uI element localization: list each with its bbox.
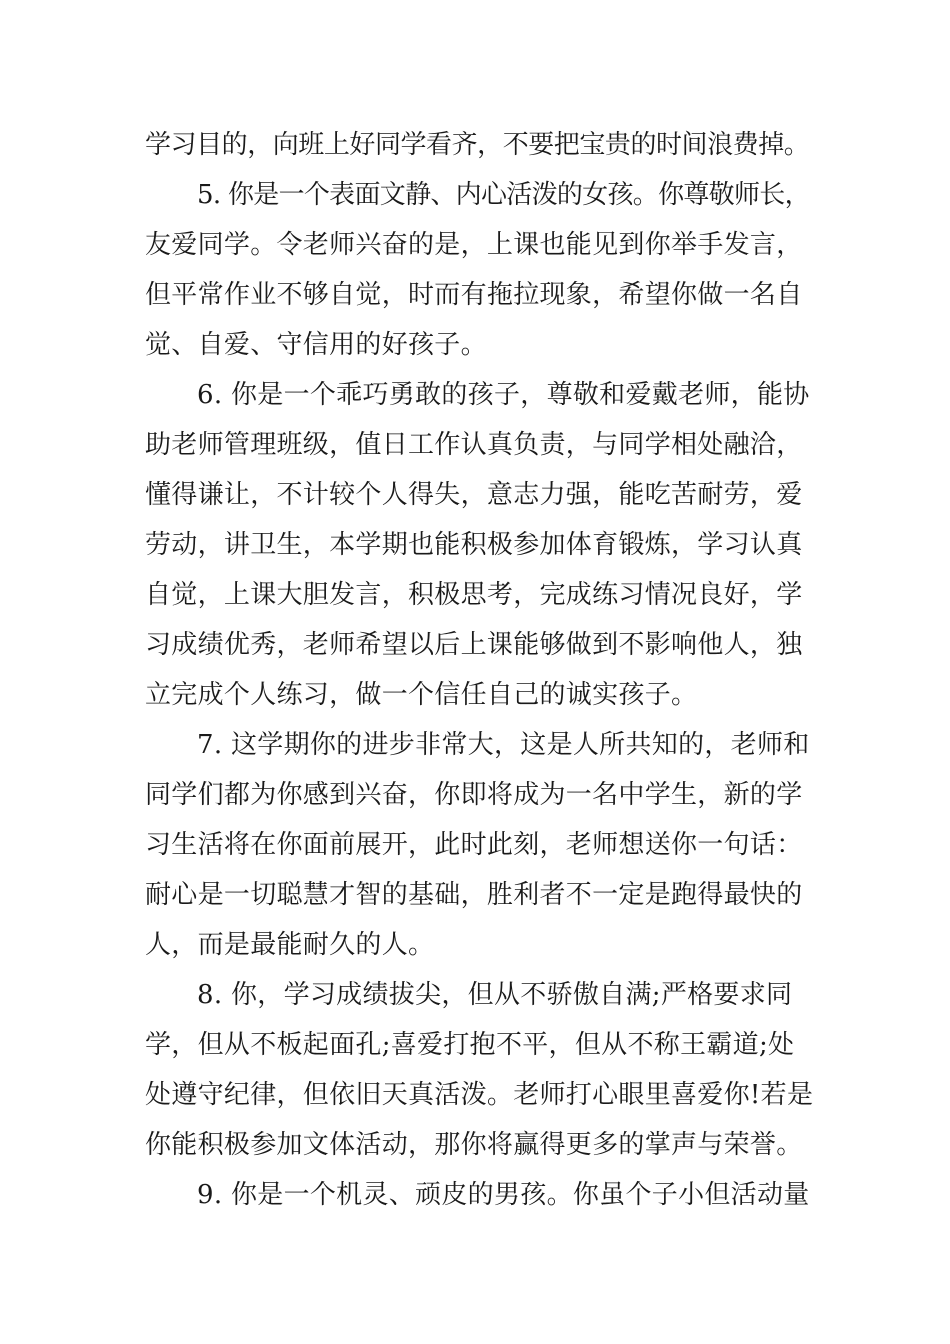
text-line: 你能积极参加文体活动，那你将赢得更多的掌声与荣誉。 [145, 1130, 803, 1160]
text-line: 耐心是一切聪慧才智的基础，胜利者不一定是跑得最快的 [145, 880, 803, 910]
paragraph-5-start: 5. 你是一个表面文静、内心活泼的女孩。你尊敬师长， [197, 180, 810, 210]
text-line: 懂得谦让，不计较个人得失，意志力强，能吃苦耐劳，爱 [145, 480, 803, 510]
text-line: 同学们都为你感到兴奋，你即将成为一名中学生，新的学 [145, 780, 803, 810]
text-line: 习生活将在你面前展开，此时此刻，老师想送你一句话： [145, 830, 803, 860]
text-line: 自觉，上课大胆发言，积极思考，完成练习情况良好，学 [145, 580, 803, 610]
document-body [145, 120, 815, 1220]
text-line: 觉、自爱、守信用的好孩子。 [145, 330, 487, 360]
text-line: 处遵守纪律，但依旧天真活泼。老师打心眼里喜爱你!若是 [145, 1080, 814, 1110]
text-line: 学，但从不板起面孔;喜爱打抱不平，但从不称王霸道;处 [145, 1030, 795, 1060]
paragraph-9-start: 9. 你是一个机灵、顽皮的男孩。你虽个子小但活动量 [197, 1180, 810, 1210]
paragraph-6-start: 6. 你是一个乖巧勇敢的孩子，尊敬和爱戴老师，能协 [197, 380, 810, 410]
text-line: 习成绩优秀，老师希望以后上课能够做到不影响他人，独 [145, 630, 803, 660]
text-line: 助老师管理班级，值日工作认真负责，与同学相处融洽， [145, 430, 803, 460]
text-line: 但平常作业不够自觉，时而有拖拉现象，希望你做一名自 [145, 280, 803, 310]
text-line: 学习目的，向班上好同学看齐，不要把宝贵的时间浪费掉。 [145, 130, 810, 160]
paragraph-7-start: 7. 这学期你的进步非常大，这是人所共知的，老师和 [197, 730, 810, 760]
text-line: 友爱同学。令老师兴奋的是，上课也能见到你举手发言， [145, 230, 803, 260]
text-line: 劳动，讲卫生，本学期也能积极参加体育锻炼，学习认真 [145, 530, 803, 560]
text-line: 立完成个人练习，做一个信任自己的诚实孩子。 [145, 680, 698, 710]
text-line: 人，而是最能耐久的人。 [145, 930, 435, 960]
paragraph-8-start: 8. 你，学习成绩拔尖，但从不骄傲自满;严格要求同 [197, 980, 793, 1010]
